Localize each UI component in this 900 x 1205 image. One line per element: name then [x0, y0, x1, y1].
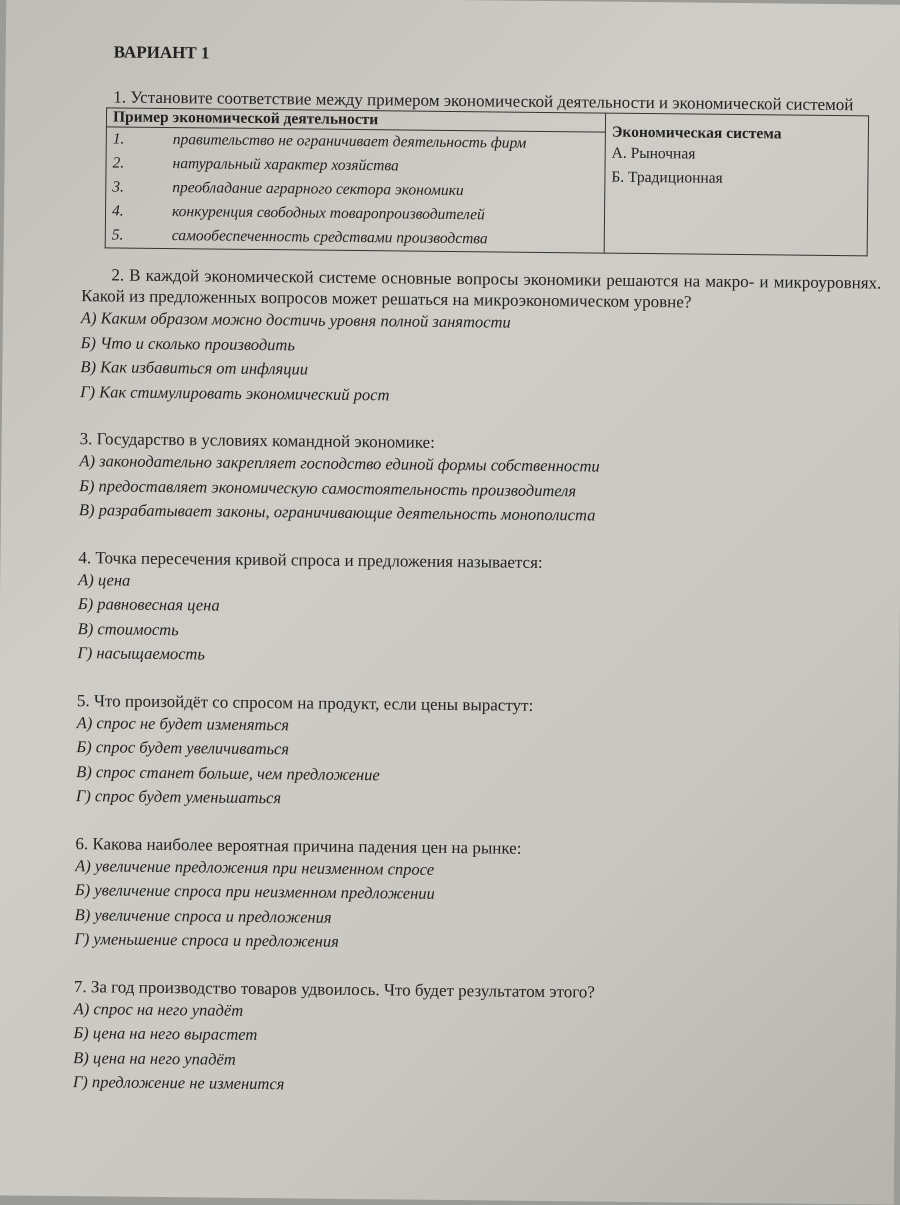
answer-option: Г) предложение не изменится [72, 1072, 285, 1094]
answer-option: Г) спрос будет уменьшаться [75, 786, 282, 808]
col1-header: Пример экономической деятельности [106, 108, 605, 132]
answer-option: А) спрос на него упадёт [73, 998, 244, 1020]
answer-option: Г) Как стимулировать экономический рост [80, 381, 390, 404]
answer-option: В) разрабатывает законы, ограничивающие деятельность монополиста [78, 500, 596, 525]
question-7 [73, 976, 874, 1103]
system-item: Б. Традиционная [611, 168, 723, 187]
answer-option: А) законодательно закрепляет господство единой формы собственности [79, 451, 600, 476]
question-3 [79, 428, 880, 531]
question-2 [80, 264, 881, 412]
answer-option: А) цена [78, 569, 131, 590]
variant-title: ВАРИАНТ 1 [113, 42, 210, 63]
answer-option: Г) уменьшение спроса и предложения [74, 929, 339, 951]
answer-option: Б) Что и сколько производить [80, 332, 296, 354]
question-3-text: 3. Государство в условиях командной экономике: [79, 429, 435, 452]
question-1 [82, 86, 884, 256]
matching-table [105, 107, 869, 256]
answer-option: Б) предоставляет экономическую самостоятельность производителя [79, 475, 577, 500]
question-1-text: 1. Установите соответствие между примером экономической деятельности и экономической системой [113, 87, 854, 115]
system-item: А. Рыночная [611, 144, 696, 163]
answer-option: В) увеличение спроса и предложения [74, 904, 332, 927]
answer-option: Б) увеличение спроса при неизменном предложении [74, 880, 435, 903]
answer-option: В) спрос станет больше, чем предложение [76, 761, 380, 784]
example-item: 4. конкуренция свободных товаропроизводителей [111, 202, 485, 224]
question-4 [77, 547, 878, 674]
answer-option: Б) спрос будет увеличиваться [76, 737, 290, 759]
question-4-text: 4. Точка пересечения кривой спроса и предложения называется: [78, 547, 543, 572]
systems-cell [604, 113, 868, 256]
question-5 [76, 690, 877, 817]
example-item: 2. натуральный характер хозяйства [112, 154, 399, 175]
answer-option: А) Каким образом можно достичь уровня полной занятости [80, 308, 511, 332]
examples-cell [105, 127, 605, 253]
question-5-text: 5. Что произойдёт со спросом на продукт, если цены вырастут: [76, 690, 534, 715]
question-2-text: 2. В каждой экономической системе основные вопросы экономики решаются на макро- и микроуровнях. Какой из предложенных вопросов может решаться на микроэкономическом уровне? [81, 265, 882, 312]
answer-option: А) спрос не будет изменяться [76, 712, 290, 734]
example-item: 3. преобладание аграрного сектора экономики [112, 178, 464, 200]
answer-option: В) цена на него упадёт [73, 1047, 236, 1069]
question-6 [74, 833, 875, 960]
answer-option: Б) цена на него вырастет [73, 1023, 258, 1045]
answer-option: В) стоимость [77, 618, 179, 639]
example-item: 1. правительство не ограничивает деятельность фирм [112, 130, 527, 152]
col2-header: Экономическая система [611, 123, 782, 143]
answer-option: А) увеличение предложения при неизменном спросе [75, 855, 435, 879]
answer-option: Б) равновесная цена [77, 594, 220, 615]
question-7-text: 7. За год производство товаров удвоилось. Что будет результатом этого? [73, 976, 596, 1002]
example-item: 5. самообеспеченность средствами производства [111, 226, 488, 248]
document-content [73, 36, 884, 1127]
answer-option: Г) насыщаемость [77, 643, 206, 664]
question-6-text: 6. Какова наиболее вероятная причина падения цен на рынке: [75, 833, 522, 858]
answer-option: В) Как избавиться от инфляции [80, 357, 309, 379]
